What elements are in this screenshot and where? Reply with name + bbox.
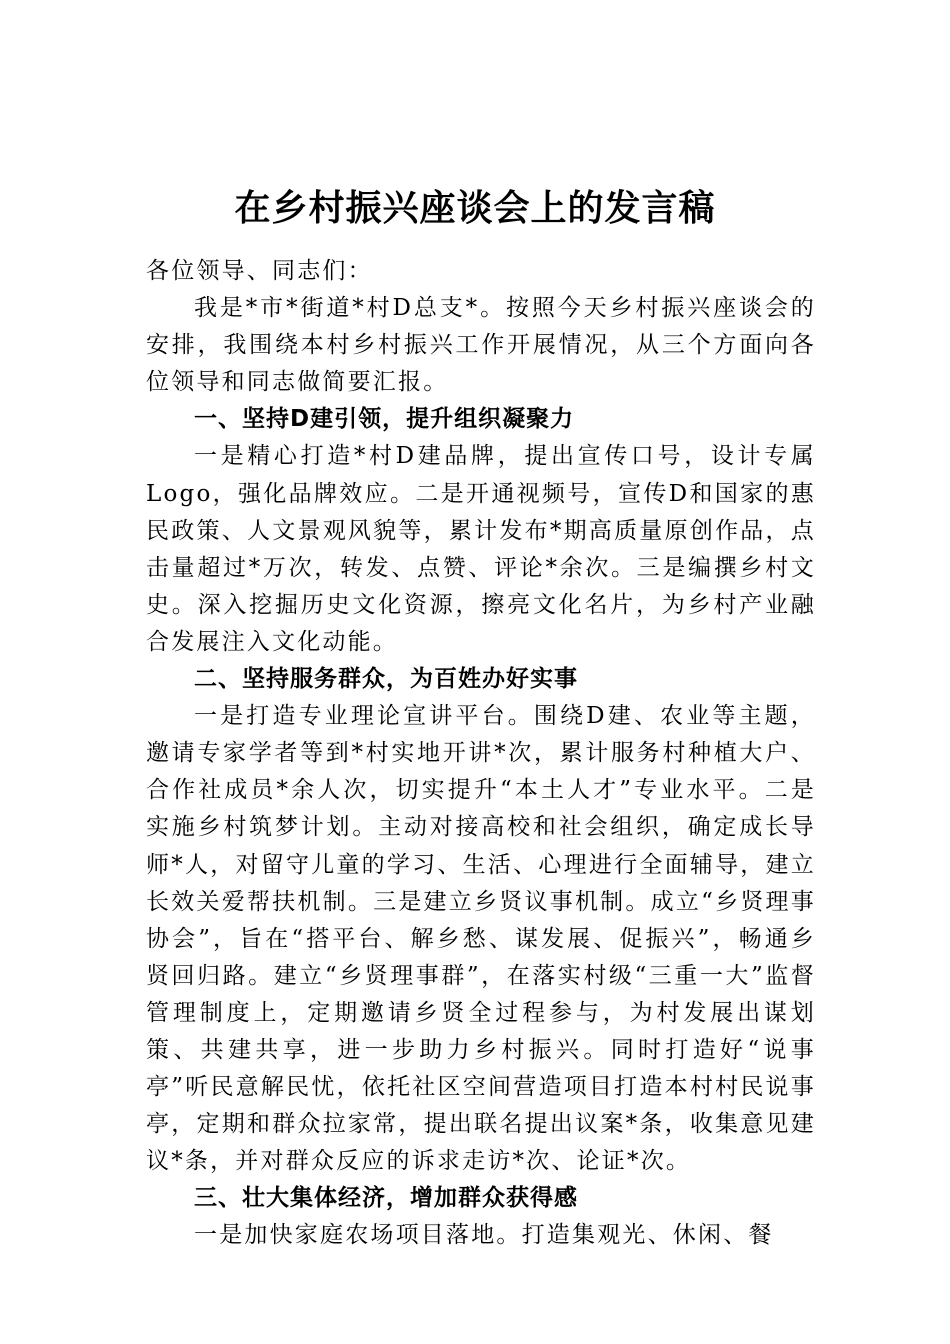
section-1-heading: 一、坚持D建引领，提升组织凝聚力 xyxy=(194,406,575,433)
section-3-heading: 三、壮大集体经济，增加群众获得感 xyxy=(194,1185,578,1212)
intro-paragraph: 我是*市*街道*村D总支*。按照今天乡村振兴座谈会的安排，我围绕本村乡村振兴工作开展情况，从三个方面向各位领导和同志做简要汇报。 xyxy=(146,295,816,396)
section-3-paragraph: 一是加快家庭农场项目落地。打造集观光、休闲、餐 xyxy=(194,1222,774,1249)
document-body xyxy=(146,253,816,1255)
section-2-paragraph: 一是打造专业理论宣讲平台。围绕D建、农业等主题，邀请专家学者等到*村实地开讲*次，累计服务村种植大户、合作社成员*余人次，切实提升“本土人才”专业水平。二是实施乡村筑梦计划。主动对接高校和社会组织，确定成长导师*人，对留守儿童的学习、生活、心理进行全面辅导，建立长效关爱帮扶机制。三是建立乡贤议事机制。成立“乡贤理事协会”，旨在“搭平台、解乡愁、谋发展、促振兴”，畅通乡贤回归路。建立“乡贤理事群”，在落实村级“三重一大”监督管理制度上，定期邀请乡贤全过程参与，为村发展出谋划策、共建共享，进一步助力乡村振兴。同时打造好“说事亭”听民意解民忧，依托社区空间营造项目打造本村村民说事亭，定期和群众拉家常，提出联名提出议案*条，收集意见建议*条，并对群众反应的诉求走访*次、论证*次。 xyxy=(146,703,816,1175)
salutation: 各位领导、同志们： xyxy=(146,258,373,284)
document-title: 在乡村振兴座谈会上的发言稿 xyxy=(234,187,716,230)
section-1-paragraph: 一是精心打造*村D建品牌，提出宣传口号，设计专属Logo，强化品牌效应。二是开通视频号，宣传D和国家的惠民政策、人文景观风貌等，累计发布*期高质量原创作品，点击量超过*万次，转发、点赞、评论*余次。三是编撰乡村文史。深入挖掘历史文化资源，擦亮文化名片，为乡村产业融合发展注入文化动能。 xyxy=(146,443,816,655)
section-2-heading: 二、坚持服务群众，为百姓办好实事 xyxy=(194,666,578,693)
